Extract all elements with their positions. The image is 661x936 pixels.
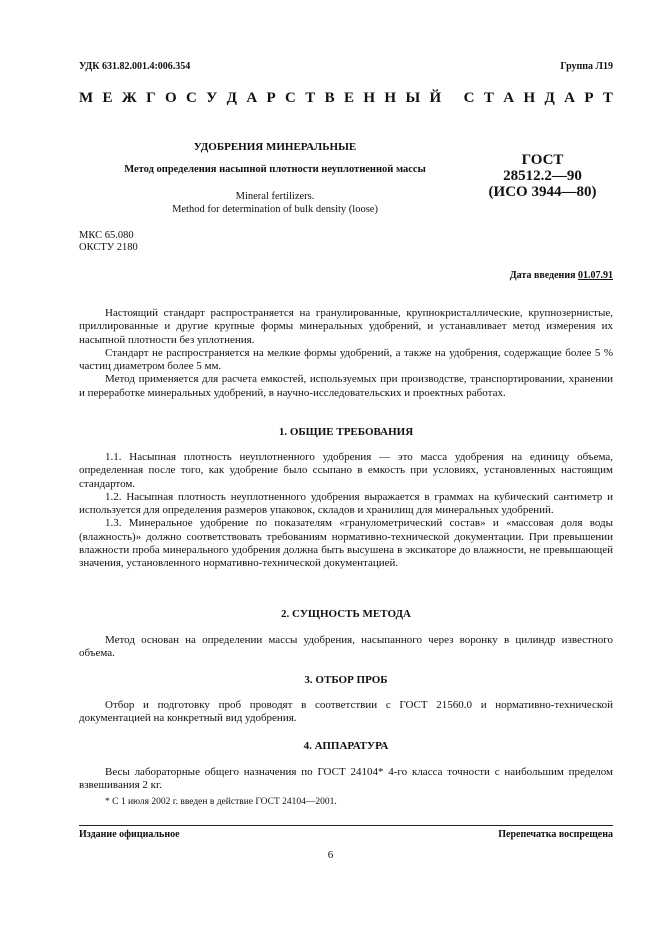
heading-letter: В: [324, 90, 335, 106]
paragraph: 1.1. Насыпная плотность неуплотненного удобрения — это масса удобрения на единицу объема, определенная после того, как удобрение было ссыпано в емкость при условиях, установленных настоящим стандартом.: [79, 451, 613, 490]
heading-letter: Е: [344, 90, 355, 106]
section-heading: 1. ОБЩИЕ ТРЕБОВАНИЯ: [278, 426, 414, 438]
heading-letter: Т: [483, 90, 494, 106]
heading-letter: А: [503, 90, 515, 106]
heading-letter: Н: [363, 90, 376, 106]
heading-letter: Т: [305, 90, 316, 106]
english-title: [90, 190, 460, 216]
section-4-text: [79, 766, 613, 793]
footer-divider: [79, 825, 613, 826]
heading-letter: С: [186, 90, 197, 106]
udk-code: УДК 631.82.001.4:006.354: [79, 61, 191, 72]
heading-letter: О: [165, 90, 177, 106]
heading-letter: Г: [146, 90, 156, 106]
section-1-text: [79, 451, 613, 571]
heading-letter: Ж: [121, 90, 137, 106]
group-code: Группа Л19: [560, 61, 613, 72]
interstate-standard-heading: [79, 90, 613, 107]
paragraph: Весы лабораторные общего назначения по ГОСТ 24104* 4-го класса точности с наибольшим пределом взвешивания 2 кг.: [79, 766, 613, 792]
mks-code: МКС 65.080: [79, 230, 134, 241]
section-heading: 4. АППАРАТУРА: [303, 740, 389, 752]
heading-gap: [451, 90, 455, 107]
section-2-text: [79, 634, 613, 661]
heading-letter: А: [564, 90, 576, 106]
english-title-line: Method for determination of bulk density (loose): [172, 204, 378, 215]
section-heading: 3. ОТБОР ПРОБ: [304, 674, 388, 686]
reprint-prohibited-label: Перепечатка воспрещена: [498, 829, 613, 840]
heading-letter: Д: [226, 90, 237, 106]
paragraph: Стандарт не распространяется на мелкие формы удобрений, а также на удобрения, содержащие более 5 % частиц диаметром более 5 мм.: [79, 346, 613, 373]
footnote: * С 1 июля 2002 г. введен в действие ГОСТ 24104—2001.: [105, 797, 337, 807]
document-subtitle: Метод определения насыпной плотности неуплотненной массы: [124, 164, 426, 175]
heading-letter: Р: [266, 90, 276, 106]
gost-line: ГОСТ: [521, 152, 564, 168]
date-value: 01.07.91: [578, 270, 613, 281]
paragraph: 1.2. Насыпная плотность неуплотненного удобрения выражается в граммах на кубический сантиметр и используется для определения размеров упаковок, складов и хранилищ для минеральных удобрений.: [79, 490, 613, 517]
introduction-date: [510, 270, 613, 281]
classification-codes: [79, 230, 138, 254]
heading-letter: М: [79, 90, 94, 106]
paragraph: Метод основан на определении массы удобрения, насыпанного через воронку в цилиндр известного объема.: [79, 634, 613, 660]
heading-letter: С: [463, 90, 475, 106]
gost-number: 28512.2—90: [503, 168, 582, 184]
heading-letter: Т: [602, 90, 613, 106]
section-heading: 2. СУЩНОСТЬ МЕТОДА: [281, 608, 411, 620]
intro-text: [79, 307, 613, 400]
english-title-line: Mineral fertilizers.: [235, 191, 315, 202]
heading-letter: У: [206, 90, 218, 106]
paragraph: 1.3. Минеральное удобрение по показателям «гранулометрический состав» и «массовая доля воды (влажность)» должно соответствовать требованиям нормативно-технической документации. При превышении влажности проба минерального удобрения должна быть высушена в эксикаторе до влажности, не превышающей значения, установленного нормативно-технической документацией.: [79, 517, 613, 570]
paragraph: Отбор и подготовку проб проводят в соответствии с ГОСТ 21560.0 и нормативно-технической документацией на конкретный вид удобрения.: [79, 699, 613, 725]
official-edition-label: Издание официальное: [79, 829, 180, 840]
date-label: Дата введения: [509, 270, 576, 281]
heading-letter: Ы: [405, 90, 421, 106]
heading-letter: Н: [384, 90, 397, 106]
iso-number: (ИСО 3944—80): [488, 184, 597, 200]
heading-letter: Д: [544, 90, 555, 106]
document-title: УДОБРЕНИЯ МИНЕРАЛЬНЫЕ: [193, 141, 357, 153]
okstu-code: ОКСТУ 2180: [79, 242, 138, 253]
paragraph: Метод применяется для расчета емкостей, используемых при производстве, транспортировании, хранении и переработке минеральных удобрений, в научно-исследовательских и проектных работах.: [79, 373, 613, 399]
paragraph: Настоящий стандарт распространяется на гранулированные, крупнокристаллические, крупнозернистые, приллированные и другие крупные формы минеральных удобрений, и устанавливает метод измерения их насыпной плотности без уплотнения.: [79, 307, 613, 346]
heading-letter: Й: [429, 90, 442, 106]
gost-designation: [470, 152, 615, 200]
heading-letter: Е: [102, 90, 113, 106]
heading-letter: Н: [523, 90, 536, 106]
heading-letter: С: [285, 90, 296, 106]
section-3-text: [79, 699, 613, 726]
heading-letter: Р: [584, 90, 594, 106]
page-number: 6: [327, 849, 334, 861]
heading-letter: А: [246, 90, 258, 106]
